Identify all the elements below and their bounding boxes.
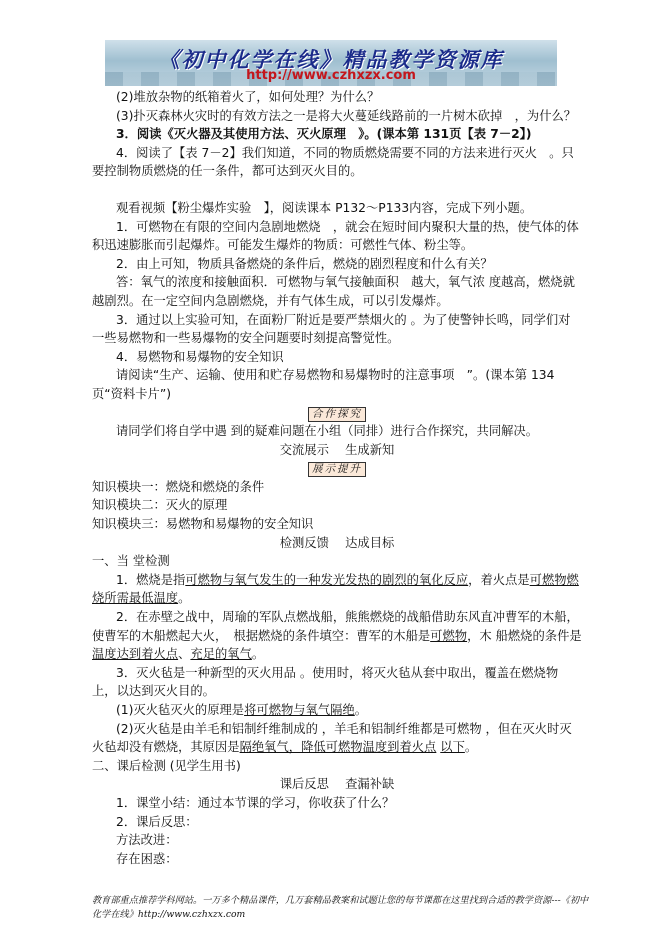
subsection-heading: 一、当 堂检测 [92, 554, 170, 569]
text-line: 3．通过以上实验可知，在面粉厂附近是要严禁烟火的 。为了使警钟长鸣，同学们对一些易燃物和一些易爆物的安全问题要时刻提高警觉性。 [92, 312, 571, 346]
knowledge-module: 知识模块三：易燃物和易爆物的安全知识 [92, 517, 314, 532]
header-banner [105, 40, 557, 86]
text-line: 请阅读“生产、运输、使用和贮存易燃物和易爆物时的注意事项 ”。(课本第 134页“资料卡片”) [92, 368, 555, 401]
knowledge-module: 知识模块二：灭火的原理 [92, 498, 228, 513]
answer-blank: 将可燃物与氧气隔绝 [244, 703, 355, 717]
answer-blank: 可燃物与氧气发生的一种发光发热的剧烈的氧化反应 [185, 572, 469, 587]
answer-blank: 可燃物 [430, 628, 468, 643]
section-tag-cooperate: 合作探究 [308, 407, 366, 422]
question-3: 3．灭火毡是一种新型的灭火用品 。使用时，将灭火毡从套中取出，覆盖在燃烧物上，以达到灭火目的。 [92, 665, 559, 699]
section-heading: 课后反思 查漏补缺 [279, 777, 395, 792]
text-line: 2．课后反思： [116, 814, 198, 829]
text-line: 1．可燃物在有限的空间内急剧地燃烧 ，就会在短时间内聚积大量的热，使气体的体积迅速膨胀而引起爆炸。可能发生爆炸的物质：可燃性气体、粉尘等。 [92, 219, 579, 253]
section-heading: 检测反馈 达成目标 [279, 535, 395, 550]
banner-url[interactable]: http://www.czhxzx.com [246, 68, 416, 83]
question-3-2: (2)灭火毡是由羊毛和铝制纤维制成的 ，羊毛和铝制纤维都是可燃物 ，但在灭火时灭火毡却没有燃烧，其原因是隔绝氧气，降低可燃物温度到着火点 以下。 [92, 721, 572, 755]
question-1: 1．燃烧是指可燃物与氧气发生的一种发光发热的剧烈的氧化反应，着火点是可燃物燃烧所需最低温度。 [92, 572, 579, 606]
text-line: 2．由上可知，物质具备燃烧的条件后，燃烧的剧烈程度和什么有关？ [116, 256, 493, 271]
section-heading: 交流展示 生成新知 [279, 442, 395, 457]
answer-blank: 充足的氧气 [190, 647, 252, 662]
question-3-1: (1)灭火毡灭火的原理是将可燃物与氧气隔绝。 [116, 703, 368, 717]
text-line: 观看视频【粉尘爆炸实验 】，阅读课本 P132～P133内容，完成下列小题。 [116, 200, 533, 215]
text-line: 3．阅读《灭火器及其使用方法、灭火原理 》。(课本第 131页【表 7－2】) [116, 127, 532, 142]
text-line: 1．课堂小结：通过本节课的学习，你收获了什么？ [116, 795, 395, 810]
text-line: (2)堆放杂物的纸箱着火了，如何处理？为什么？ [116, 90, 380, 104]
answer-blank: 温度达到着火点 [92, 647, 179, 662]
answer-blank: 以下 [440, 740, 465, 755]
section-tag-row [92, 459, 582, 478]
answer-blank: 隔绝氧气，降低可燃物温度到着火点 [239, 740, 437, 755]
text-line: 4．阅读了【表 7－2】我们知道，不同的物质燃烧需要不同的方法来进行灭火 。只要控制物质燃烧的任一条件，都可达到灭火目的。 [92, 145, 574, 179]
text-line: 4．易燃物和易爆物的安全知识 [116, 349, 284, 364]
text-line: 答：氧气的浓度和接触面积．可燃物与氧气接触面积 越大，氧气浓 度越高，燃烧就越剧烈。在一定空间内急剧燃烧，并有气体生成，可以引发爆炸。 [92, 275, 575, 308]
document-body [92, 88, 582, 868]
text-line: 方法改进： [116, 833, 178, 848]
answer-blank: 可燃物燃烧所需最低温度 [92, 572, 579, 606]
text-line: 请同学们将自学中遇 到的疑难问题在小组（同排）进行合作探究，共同解决。 [116, 424, 539, 439]
section-tag-display: 展示提升 [308, 462, 366, 477]
question-2: 2．在赤壁之战中，周瑜的军队点燃战船，熊熊燃烧的战船借助东风直冲曹军的木船，使曹军的木船燃起大火， 根据燃烧的条件填空：曹军的木船是可燃物，木 船燃烧的条件是温度达到着火点、充足的氧气。 [92, 610, 582, 662]
text-line: 存在困惑： [116, 851, 178, 866]
subsection-heading: 二、课后检测 (见学生用书) [92, 758, 241, 773]
section-tag-row [92, 404, 582, 423]
banner-title: 《初中化学在线》精品教学资源库 [158, 47, 504, 72]
page-footer: 教育部重点推荐学科网站。一万多个精品课件，几万套精品教案和试题让您的每节课都在这里找到合适的教学资源---《初中化学在线》http://www.czhxzx.com [92, 895, 589, 920]
text-line: (3)扑灭森林火灾时的有效方法之一是将大火蔓延线路前的一片树木砍掉 ，为什么？ [116, 108, 577, 123]
knowledge-module: 知识模块一：燃烧和燃烧的条件 [92, 479, 265, 494]
